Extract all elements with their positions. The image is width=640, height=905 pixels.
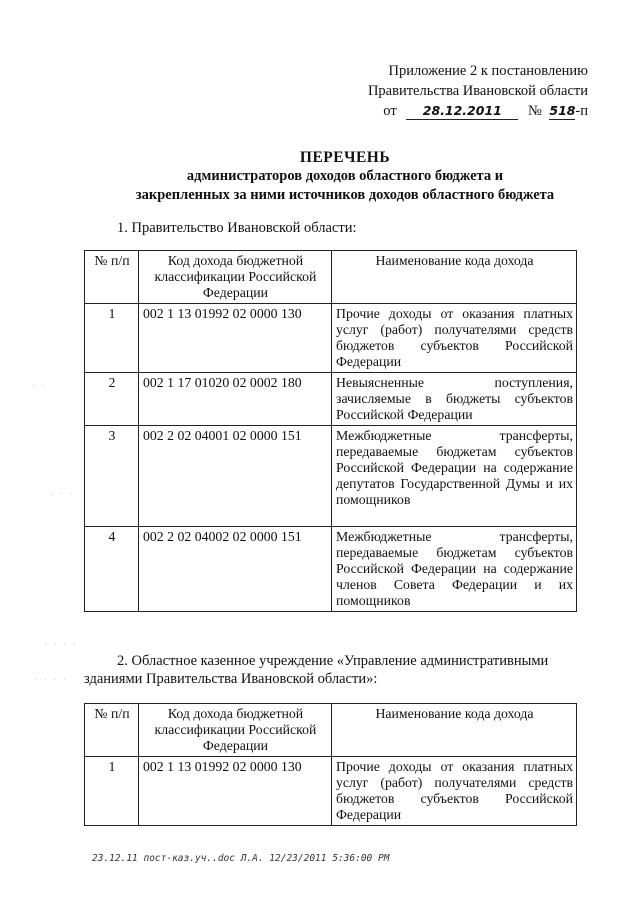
table-row <box>85 373 577 426</box>
row-code: 002 2 02 04002 02 0000 151 <box>139 527 332 612</box>
scan-artifact: · · · · <box>34 675 69 685</box>
table-header-row <box>85 251 577 304</box>
row-name: Межбюджетные трансферты, передаваемые бюджетам субъектов Российской Федерации на содержание членов Совета Федерации и их помощников <box>332 527 577 612</box>
section-2-heading-line-2: зданиями Правительства Ивановской области»: <box>84 671 378 687</box>
title-main: ПЕРЕЧЕНЬ <box>299 149 391 166</box>
row-number: 1 <box>85 757 139 826</box>
row-number: 1 <box>85 304 139 373</box>
scan-artifact: · · · <box>50 490 75 500</box>
file-footer: 23.12.11 пост-каз.уч..doc Л.А. 12/23/2011 5:36:00 PM <box>92 853 390 864</box>
section-2-heading-line-1: 2. Областное казенное учреждение «Управление административными <box>117 653 549 669</box>
section-1-heading: 1. Правительство Ивановской области: <box>117 220 357 236</box>
row-name: Межбюджетные трансферты, передаваемые бюджетам субъектов Российской Федерации на содержание депутатов Государственной Думы и их помощников <box>332 426 577 527</box>
column-header-code: Код дохода бюджетной классификации Российской Федерации <box>139 704 332 757</box>
column-header-name: Наименование кода дохода <box>332 704 577 757</box>
row-number: 2 <box>85 373 139 426</box>
handwritten-number: 518 <box>549 103 576 118</box>
income-table-2 <box>84 703 577 826</box>
column-header-code: Код дохода бюджетной классификации Российской Федерации <box>139 251 332 304</box>
document-title <box>60 148 630 205</box>
table-row <box>85 757 577 826</box>
scan-artifact: · · <box>32 382 47 392</box>
row-code: 002 1 13 01992 02 0000 130 <box>139 304 332 373</box>
title-line-3: закрепленных за ними источников доходов областного бюджета <box>135 187 555 203</box>
date-prefix: от <box>383 103 397 119</box>
table-row <box>85 527 577 612</box>
row-name: Прочие доходы от оказания платных услуг (работ) получателями средств бюджетов субъектов Российской Федерации <box>332 304 577 373</box>
row-code: 002 1 17 01020 02 0002 180 <box>139 373 332 426</box>
row-number: 4 <box>85 527 139 612</box>
row-code: 002 1 13 01992 02 0000 130 <box>139 757 332 826</box>
income-table-1 <box>84 250 577 612</box>
appendix-date-number-line <box>328 101 588 121</box>
column-header-number: № п/п <box>85 704 139 757</box>
table-row <box>85 426 577 527</box>
appendix-line-1: Приложение 2 к постановлению <box>388 63 588 79</box>
row-number: 3 <box>85 426 139 527</box>
row-code: 002 2 02 04001 02 0000 151 <box>139 426 332 527</box>
scan-artifact: · · · · <box>44 640 79 650</box>
table-row <box>85 304 577 373</box>
row-name: Прочие доходы от оказания платных услуг (работ) получателями средств бюджетов субъектов Российской Федерации <box>332 757 577 826</box>
number-prefix: № <box>527 103 542 119</box>
title-line-2: администраторов доходов областного бюджета и <box>186 168 504 184</box>
number-suffix: -п <box>575 103 588 119</box>
column-header-number: № п/п <box>85 251 139 304</box>
section-2-heading <box>84 652 587 688</box>
appendix-header <box>328 61 588 121</box>
table-header-row <box>85 704 577 757</box>
appendix-line-2: Правительства Ивановской области <box>367 83 588 99</box>
column-header-name: Наименование кода дохода <box>332 251 577 304</box>
handwritten-date: 28.12.2011 <box>406 103 518 120</box>
row-name: Невыясненные поступления, зачисляемые в бюджеты субъектов Российской Федерации <box>332 373 577 426</box>
